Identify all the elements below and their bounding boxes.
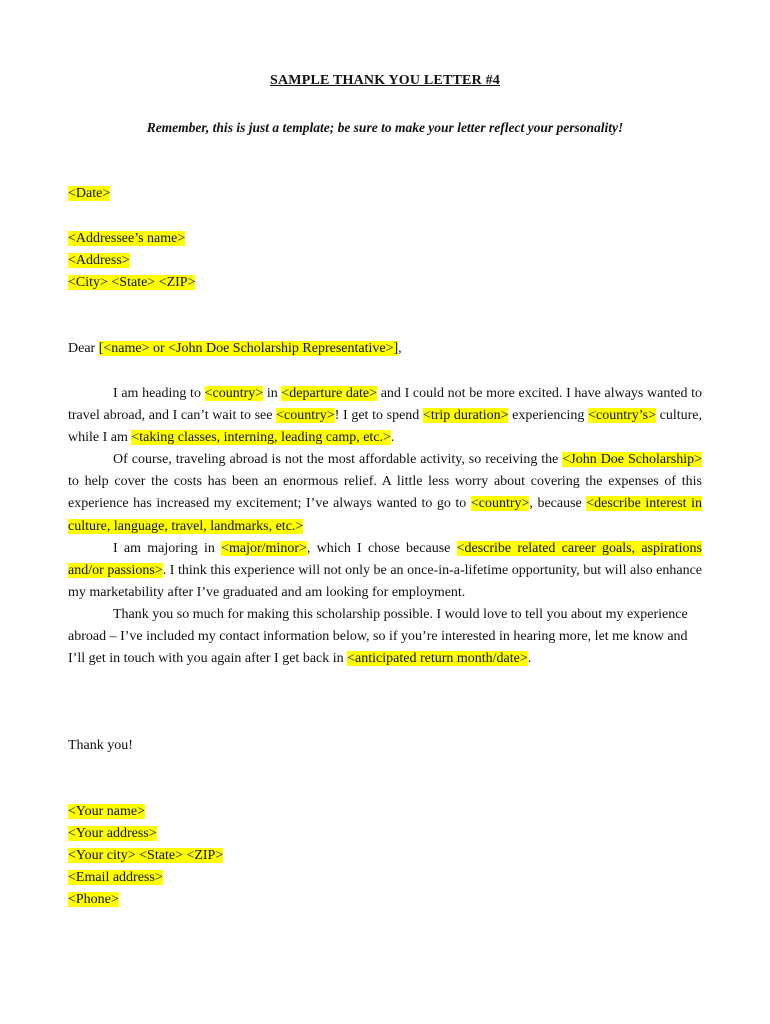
- paragraph-3: [68, 538, 702, 604]
- text-run: .: [390, 430, 395, 446]
- placeholder-trip-duration: <trip duration>: [422, 408, 509, 424]
- text-run: I am majoring in: [113, 540, 222, 556]
- placeholder-scholarship: <John Doe Scholarship>: [562, 452, 702, 468]
- placeholder-countrys: <country’s>: [588, 408, 656, 424]
- signature-email-line: [68, 869, 163, 887]
- text-run: culture, while I am: [68, 408, 703, 446]
- text-run: Thank you so much for making this scholarship possible. I would love to tell you about my experience abroad – I’ve included my contact information below, so if you’re interested in hearing more, let me know and I’ll get in touch with you again after I get back in: [68, 606, 688, 667]
- signature-phone-placeholder: <Phone>: [68, 892, 119, 907]
- signature-address-placeholder: <Your address>: [68, 826, 157, 841]
- paragraph-4: [68, 604, 702, 670]
- addressee-address-line: [68, 252, 130, 270]
- text-run: in: [263, 386, 282, 401]
- signature-phone-line: [68, 891, 119, 909]
- text-run: experiencing: [508, 408, 589, 424]
- placeholder-departure-date: <departure date>: [281, 386, 378, 401]
- closing: Thank you!: [68, 738, 133, 753]
- salutation-suffix: ,: [398, 341, 402, 356]
- text-run: to help cover the costs has been an enormous relief. A little less worry about covering the expenses of this experience has increased my excitement; I’ve always wanted to go to: [68, 474, 702, 512]
- text-run: and I could not be more excited. I have always wanted to travel abroad, and I can’t wait to see: [68, 386, 702, 424]
- template-reminder: Remember, this is just a template; be sure to make your letter reflect your personality!: [146, 120, 624, 135]
- text-run: , because: [529, 496, 587, 512]
- addressee-city-placeholder: <City> <State> <ZIP>: [68, 275, 196, 290]
- salutation: [68, 340, 402, 358]
- placeholder-country: <country>: [276, 408, 335, 424]
- text-run: . I think this experience will not only be an once-in-a-lifetime opportunity, but will also enhance my marketability after I’ve graduated and am looking for employment.: [68, 562, 702, 600]
- text-run: Of course, traveling abroad is not the most affordable activity, so receiving the: [113, 452, 563, 468]
- signature-city-line: [68, 847, 223, 865]
- addressee-city-line: [68, 274, 195, 292]
- date-placeholder: <Date>: [68, 186, 111, 201]
- placeholder-career-goals: <describe related career goals, aspirations and/or passions>: [68, 540, 702, 578]
- placeholder-major: <major/minor>: [221, 540, 307, 556]
- salutation-prefix: Dear: [68, 341, 99, 356]
- placeholder-interests: <describe interest in culture, language, travel, landmarks, etc.>: [68, 496, 702, 534]
- addressee-address-placeholder: <Address>: [68, 253, 130, 268]
- paragraph-1: [68, 383, 702, 449]
- addressee-name-line: [68, 230, 185, 248]
- page-title: SAMPLE THANK YOU LETTER #4: [269, 73, 500, 88]
- paragraph-2: [68, 449, 702, 537]
- text-run: , which I chose because: [306, 540, 457, 556]
- text-run: I am heading to: [113, 386, 205, 401]
- placeholder-country: <country>: [204, 386, 264, 401]
- placeholder-activities: <taking classes, interning, leading camp, etc.>: [131, 430, 391, 446]
- signature-address-line: [68, 825, 157, 843]
- addressee-name-placeholder: <Addressee’s name>: [68, 231, 186, 246]
- placeholder-country: <country>: [470, 496, 530, 512]
- signature-name-placeholder: <Your name>: [68, 804, 145, 819]
- placeholder-return-date: <anticipated return month/date>: [347, 651, 528, 667]
- text-run: ! I get to spend: [334, 408, 423, 424]
- letter-body: [68, 383, 702, 670]
- signature-email-placeholder: <Email address>: [68, 870, 163, 885]
- text-run: .: [527, 651, 532, 667]
- salutation-placeholder: [<name> or <John Doe Scholarship Representative>]: [98, 341, 399, 356]
- signature-city-placeholder: <Your city> <State> <ZIP>: [68, 848, 224, 863]
- date-line: [68, 185, 110, 203]
- signature-name-line: [68, 803, 145, 821]
